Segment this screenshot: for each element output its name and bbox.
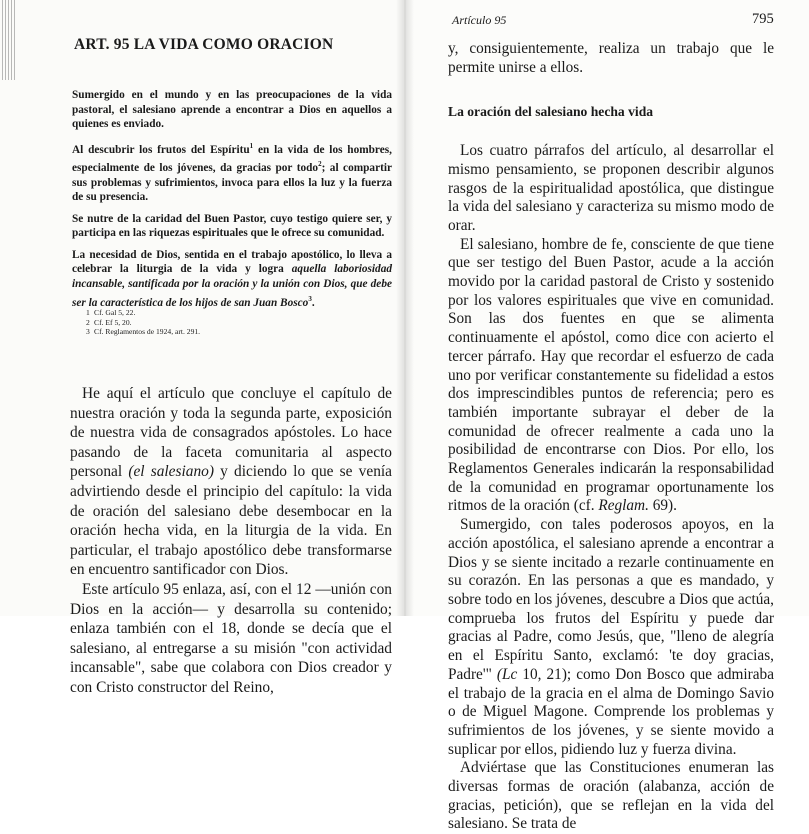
footnote: 1 Cf. Gal 5, 22. — [86, 308, 136, 317]
body-paragraph: Adviértase que las Constituciones enumeran las diversas formas de oración (alabanza, acción de gracias, petición), que se reflejan en la vida del salesiano. Se trata de — [448, 759, 774, 833]
footnote: 3 Cf. Reglamentos de 1924, art. 291. — [86, 327, 201, 336]
book-gutter — [396, 0, 414, 616]
footnote-ref: 2 — [318, 160, 322, 169]
section-heading: La oración del salesiano hecha vida — [448, 104, 654, 120]
right-column-text — [448, 40, 774, 834]
italic-quote: aquella laboriosidad incansable, santificada por la oración y la unión con Dios, que debe ser la característica de los hijos de san Juan Bosco — [72, 263, 392, 309]
summary-paragraph: Sumergido en el mundo y en las preocupaciones de la vida pastoral, el salesiano aprende a encontrar a Dios en aquellos a quienes es enviado. — [72, 89, 392, 131]
footnote-ref: 1 — [249, 141, 254, 150]
running-head: Artículo 95 — [452, 13, 507, 27]
summary-paragraph: Al descubrir los frutos del Espíritu$^1$ en la vida de los hombres, especialmente de los jóvenes, da gracias por todo$^2$; al compartir sus problemas y sufrimientos, invoca para ellos la luz y la fuerza de su presencia. — [72, 141, 392, 204]
body-paragraph: Los cuatro párrafos del artículo, al desarrollar el mismo pensamiento, se proponen describir algunos rasgos de la espiritualidad apostólica, que distingue la vida del salesiano y caracteriza su mismo modo de orar. — [448, 142, 774, 234]
body-paragraph: Este artículo 95 enlaza, así, con el 12 —unión con Dios en la acción— y desarrolla su contenido; enlaza también con el 18, donde se decía que el salesiano, al entregarse a su misión "con actividad incansable", sabe que colabora con Dios creador y con Cristo constructor del Reino, — [70, 580, 392, 696]
page-number: 795 — [752, 11, 774, 27]
article-heading: ART. 95 LA VIDA COMO ORACION — [74, 36, 334, 53]
footnotes — [86, 308, 386, 337]
body-paragraph: y, consiguientemente, realiza un trabajo que le permite unirse a ellos. — [448, 40, 774, 76]
summary-paragraph: La necesidad de Dios, sentida en el trabajo apostólico, lo lleva a celebrar la liturgia de la vida y logra aquella laboriosidad incansable, santificada por la oración y la unión con Dios, que debe ser la característica de los hijos de san Juan Bosco$^3$. — [72, 248, 392, 309]
commentary-body — [70, 384, 392, 698]
left-page — [0, 0, 404, 696]
summary-paragraph: Se nutre de la caridad del Buen Pastor, cuyo testigo quiere ser, y participa en las riquezas espirituales que le ofrece su comunidad. — [72, 212, 392, 240]
page-edge-marks — [2, 0, 16, 80]
footnote-ref: 3 — [308, 294, 312, 303]
body-paragraph: He aquí el artículo que concluye el capítulo de nuestra oración y toda la segunda parte, exposición de nuestra vida de consagrados apóstoles. Lo hace pasando de la faceta comunitaria al aspecto personal (el salesiano) y diciendo lo que se venía advirtiendo desde el principio del capítulo: la vida de oración del salesiano debe desembocar en la oración hecha vida, en la liturgia de la vida. En particular, el trabajo apostólico debe transformarse en encuentro santificador con Dios. — [70, 385, 392, 579]
footnote: 2 Cf. Ef 5, 20. — [86, 317, 132, 327]
body-paragraph: Sumergido, con tales poderosos apoyos, en la acción apostólica, el salesiano aprende a encontrar a Dios y se siente incitado a rezarle continuamente en su corazón. En las personas a que es mandado, y sobre todo en los jóvenes, descubre a Dios que actúa, comprueba los frutos del Espíritu y puede dar gracias al Padre, como Jesús, que, "lleno de alegría en el Espíritu Santo, exclamó: 'te doy gracias, Padre'" (Lc 10, 21); como Don Bosco que admiraba el trabajo de la gracia en el alma de Domingo Savio o de Miguel Magone. Comprende los problemas y sufrimientos de los jóvenes, y se siente movido a suplicar por ellos, pidiendo luz y fuerza divina. — [448, 516, 774, 758]
article-text-summary — [72, 88, 392, 317]
body-paragraph: El salesiano, hombre de fe, consciente de que tiene que ser testigo del Buen Pastor, acude a la acción movido por la caridad pastoral de Cristo y sostenido por los valores espirituales que vive en comunidad. Son las dos fuentes en que se alimenta continuamente el apóstol, como dice con acierto el tercer párrafo. Hay que recordar el esfuerzo de cada uno por verificar constantemente su fidelidad a estos dos imprescindibles puntos de referencia; pero es también importante subrayar el deber de la comunidad de ofrecer realmente a cada uno la posibilidad de encontrarse con Dios. Por ello, los Reglamentos Generales indicarán la responsabilidad de la comunidad en programar oportunamente los ritmos de la oración (cf. Reglam. 69). — [448, 235, 774, 515]
